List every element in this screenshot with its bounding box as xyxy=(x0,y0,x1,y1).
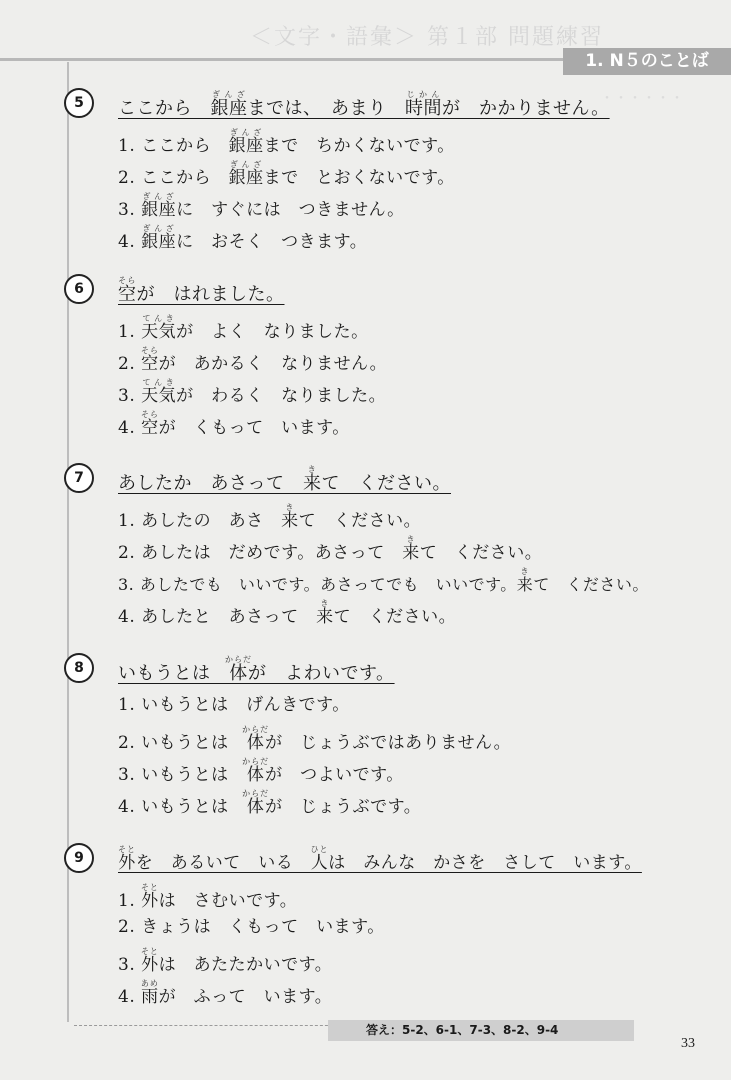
option-4: 4. 雨あめが ふって います。 xyxy=(118,979,333,1007)
question-stem: ここから 銀座ぎんざまでは、 あまり 時間じかんが かかりません。 xyxy=(118,90,610,119)
option-3: 3. 外そとは あたたかいです。 xyxy=(118,947,333,975)
option-1: 1. 外そとは さむいです。 xyxy=(118,883,298,911)
option-2: 2. あしたは だめです。あさって 来きて ください。 xyxy=(118,535,543,563)
bleed-through-text: ・・・・・・ xyxy=(600,91,684,107)
binding-line xyxy=(67,62,69,1022)
faint-running-header: ＜文字・語彙＞ 第１部 問題練習 xyxy=(250,25,604,46)
option-3: 3. 銀座ぎんざに すぐには つきません。 xyxy=(118,192,405,220)
option-4: 4. あしたと あさって 来きて ください。 xyxy=(118,599,457,627)
option-3: 3. 天気てんきが わるく なりました。 xyxy=(118,378,387,406)
option-1: 1. いもうとは げんきです。 xyxy=(118,695,350,715)
option-2: 2. 空そらが あかるく なりません。 xyxy=(118,346,388,374)
answer-key: 答え：5-2、6-1、7-3、8-2、9-4 xyxy=(328,1020,634,1041)
question-stem: 空そらが はれました。 xyxy=(118,276,285,305)
question-stem: あしたか あさって 来きて ください。 xyxy=(118,465,451,494)
option-2: 2. いもうとは 体からだが じょうぶではありません。 xyxy=(118,725,512,753)
question-number: 6 xyxy=(64,274,94,304)
page-number: 33 xyxy=(681,1036,695,1051)
option-4: 4. 銀座ぎんざに おそく つきます。 xyxy=(118,224,368,252)
question-number: 9 xyxy=(64,843,94,873)
option-1: 1. ここから 銀座ぎんざまで ちかくないです。 xyxy=(118,128,455,156)
option-3: 3. いもうとは 体からだが つよいです。 xyxy=(118,757,404,785)
question-number: 5 xyxy=(64,88,94,118)
option-1: 1. あしたの あさ 来きて ください。 xyxy=(118,503,422,531)
option-2: 2. ここから 銀座ぎんざまで とおくないです。 xyxy=(118,160,455,188)
option-2: 2. きょうは くもって います。 xyxy=(118,917,385,937)
option-4: 4. いもうとは 体からだが じょうぶです。 xyxy=(118,789,422,817)
question-number: 8 xyxy=(64,653,94,683)
question-number: 7 xyxy=(64,463,94,493)
option-3: 3. あしたでも いいです。あさってでも いいです。来きて ください。 xyxy=(118,567,649,594)
question-stem: いもうとは 体からだが よわいです。 xyxy=(118,655,395,684)
option-4: 4. 空そらが くもって います。 xyxy=(118,410,350,438)
question-stem: 外そとを あるいて いる 人ひとは みんな かさを さして います。 xyxy=(118,845,642,873)
chapter-tab: 1. N５のことば xyxy=(563,48,731,75)
option-1: 1. 天気てんきが よく なりました。 xyxy=(118,314,369,342)
